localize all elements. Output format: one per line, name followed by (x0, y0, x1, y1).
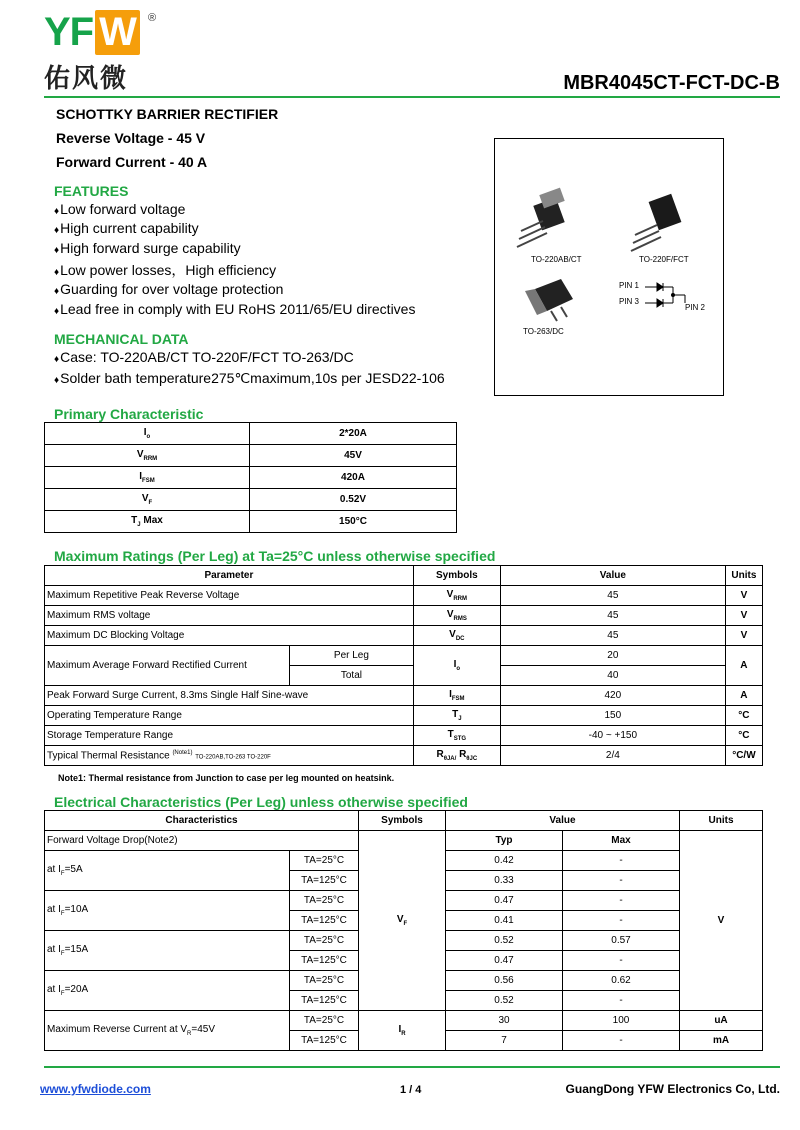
feature-item: ♦Low forward voltage (54, 201, 186, 217)
mechanical-heading: MECHANICAL DATA (54, 331, 189, 347)
feature-item: ♦Lead free in comply with EU RoHS 2011/65/EU directives (54, 301, 416, 317)
table-cell: 0.52 (446, 991, 563, 1011)
table-cell: Maximum RMS voltage (45, 606, 414, 626)
primary-table (44, 422, 457, 533)
table-cell: Units (725, 566, 762, 586)
table-cell: TA=25°C (290, 891, 359, 911)
feature-item: ♦High forward surge capability (54, 240, 241, 256)
table-cell: -40 ~ +150 (500, 726, 725, 746)
table-cell: - (563, 991, 680, 1011)
table-cell: $I_{FSM}$ (45, 467, 250, 489)
table-cell: - (563, 891, 680, 911)
table-cell: 0.52V (250, 489, 457, 511)
table-cell: $I_o$ (413, 646, 500, 686)
table-cell: Symbols (413, 566, 500, 586)
table-cell: TA=125°C (290, 1031, 359, 1051)
to220f-package-icon (631, 194, 681, 251)
table-cell: $V_{RRM}$ (45, 445, 250, 467)
table-cell: V (680, 831, 763, 1011)
pin3-label: PIN 3 (619, 297, 640, 306)
feature-item: ♦Low power losses，High efficiency (54, 262, 277, 278)
table-row (45, 831, 763, 851)
table-cell: 0.42 (446, 851, 563, 871)
table-cell: Maximum Reverse Current at $V_R=45V$ (45, 1011, 290, 1051)
table-cell: 30 (446, 1011, 563, 1031)
table-cell: - (563, 1031, 680, 1051)
table-cell: 45 (500, 586, 725, 606)
table-cell: at $I_F=20A$ (45, 971, 290, 1011)
feature-item: ♦Guarding for over voltage protection (54, 281, 284, 297)
table-cell: $I_o$ (45, 423, 250, 445)
table-cell: $V_F$ (45, 489, 250, 511)
table-cell: Maximum Average Forward Rectified Current (45, 646, 290, 686)
table-row (45, 586, 763, 606)
pin1-label: PIN 1 (619, 281, 640, 290)
table-cell: Typ (446, 831, 563, 851)
table-cell: Value (500, 566, 725, 586)
table-cell: 100 (563, 1011, 680, 1031)
table-header-row (45, 566, 763, 586)
table-cell: V (725, 586, 762, 606)
max-ratings-heading: Maximum Ratings (Per Leg) at Ta=25°C unless otherwise specified (54, 548, 496, 564)
table-cell: 20 (500, 646, 725, 666)
package-diagram-box (494, 138, 724, 396)
table-cell: $T_J$ Max (45, 511, 250, 533)
table-cell: A (725, 646, 762, 686)
table-row (45, 746, 763, 766)
logo-chinese-name: 佑风微 (44, 64, 129, 94)
table-cell: Characteristics (45, 811, 359, 831)
pin-schematic (645, 283, 685, 307)
table-cell: 0.47 (446, 891, 563, 911)
table-cell: Parameter (45, 566, 414, 586)
table-cell: 420A (250, 467, 457, 489)
table-cell: Storage Temperature Range (45, 726, 414, 746)
table-row (45, 606, 763, 626)
table-cell: $T_J$ (413, 706, 500, 726)
table-cell: 150°C (250, 511, 457, 533)
package-illustration (495, 139, 723, 395)
pkg-label-to220ab: TO-220AB/CT (531, 255, 582, 264)
table-cell: 0.57 (563, 931, 680, 951)
table-cell: Peak Forward Surge Current, 8.3ms Single Half Sine-wave (45, 686, 414, 706)
part-number: MBR4045CT-FCT-DC-B (563, 72, 780, 94)
table-cell: TA=25°C (290, 971, 359, 991)
pkg-label-to263: TO-263/DC (523, 327, 564, 336)
table-row (45, 646, 763, 666)
to263-package-icon (525, 279, 573, 321)
elec-table (44, 810, 763, 1051)
max-ratings-note: Note1: Thermal resistance from Junction to case per leg mounted on heatsink. (58, 773, 395, 783)
table-cell: - (563, 911, 680, 931)
table-cell: 45 (500, 606, 725, 626)
table-row (45, 1011, 763, 1031)
logo-letter-w: W (95, 10, 140, 55)
website-link[interactable]: www.yfwdiode.com (40, 1082, 151, 1096)
to220ab-package-icon (517, 188, 565, 247)
table-cell: 7 (446, 1031, 563, 1051)
table-cell: $V_{RMS}$ (413, 606, 500, 626)
table-cell: 2/4 (500, 746, 725, 766)
table-cell: 150 (500, 706, 725, 726)
table-cell: at $I_F=5A$ (45, 851, 290, 891)
table-row (45, 511, 457, 533)
table-cell: °C (725, 726, 762, 746)
table-cell: TA=25°C (290, 931, 359, 951)
table-cell: $I_R$ (359, 1011, 446, 1051)
table-cell: 420 (500, 686, 725, 706)
mechanical-item: ♦Solder bath temperature275℃maximum,10s per JESD22-106 (54, 370, 445, 386)
table-cell: 0.52 (446, 931, 563, 951)
features-heading: FEATURES (54, 183, 129, 199)
table-row (45, 489, 457, 511)
table-cell: uA (680, 1011, 763, 1031)
table-cell: - (563, 871, 680, 891)
table-cell: Operating Temperature Range (45, 706, 414, 726)
product-title: SCHOTTKY BARRIER RECTIFIER (56, 106, 279, 122)
table-cell: $V_{DC}$ (413, 626, 500, 646)
table-cell: TA=25°C (290, 851, 359, 871)
table-cell: Max (563, 831, 680, 851)
table-cell: Typical Thermal Resistance $^{(Note1)}$ TO-220AB,TO-263 TO-220F (45, 746, 414, 766)
primary-heading: Primary Characteristic (54, 406, 204, 422)
table-cell: TA=125°C (290, 871, 359, 891)
table-cell: Per Leg (290, 646, 414, 666)
table-cell: - (563, 851, 680, 871)
table-cell: 0.56 (446, 971, 563, 991)
table-cell: 45 (500, 626, 725, 646)
elec-heading: Electrical Characteristics (Per Leg) unless otherwise specified (54, 794, 468, 810)
table-cell: mA (680, 1031, 763, 1051)
table-row (45, 423, 457, 445)
table-cell: at $I_F=10A$ (45, 891, 290, 931)
table-cell: V (725, 606, 762, 626)
table-row (45, 626, 763, 646)
table-cell: TA=125°C (290, 991, 359, 1011)
table-cell: TA=125°C (290, 911, 359, 931)
table-cell: 2*20A (250, 423, 457, 445)
table-cell: 0.41 (446, 911, 563, 931)
page-number: 1 / 4 (400, 1084, 422, 1096)
table-cell: at $I_F=15A$ (45, 931, 290, 971)
pin2-label: PIN 2 (685, 303, 706, 312)
table-row (45, 445, 457, 467)
company-logo (44, 10, 140, 55)
forward-current: Forward Current - 40 A (56, 154, 208, 170)
table-cell: Forward Voltage Drop(Note2) (45, 831, 359, 851)
table-cell: Total (290, 666, 414, 686)
table-row (45, 467, 457, 489)
table-cell: 0.33 (446, 871, 563, 891)
feature-item: ♦High current capability (54, 220, 199, 236)
table-cell: Value (446, 811, 680, 831)
logo-letters-yf: YF (44, 10, 94, 54)
table-cell: Maximum Repetitive Peak Reverse Voltage (45, 586, 414, 606)
table-cell: Units (680, 811, 763, 831)
table-cell: A (725, 686, 762, 706)
table-cell: $T_{STG}$ (413, 726, 500, 746)
table-cell: $V_F$ (359, 831, 446, 1011)
company-name: GuangDong YFW Electronics Co, Ltd. (565, 1082, 780, 1096)
table-cell: Maximum DC Blocking Voltage (45, 626, 414, 646)
table-cell: Symbols (359, 811, 446, 831)
table-cell: $R_{\theta JA/}$ $R_{\theta JC}$ (413, 746, 500, 766)
table-cell: °C/W (725, 746, 762, 766)
max-ratings-table (44, 565, 763, 766)
reverse-voltage: Reverse Voltage - 45 V (56, 130, 206, 146)
header-divider (44, 96, 780, 98)
table-cell: 45V (250, 445, 457, 467)
table-cell: TA=25°C (290, 1011, 359, 1031)
table-cell: - (563, 951, 680, 971)
table-cell: TA=125°C (290, 951, 359, 971)
mechanical-item: ♦Case: TO-220AB/CT TO-220F/FCT TO-263/DC (54, 349, 354, 365)
table-cell: 0.47 (446, 951, 563, 971)
table-row (45, 706, 763, 726)
table-header-row (45, 811, 763, 831)
table-row (45, 686, 763, 706)
table-row (45, 726, 763, 746)
table-cell: 0.62 (563, 971, 680, 991)
pkg-label-to220f: TO-220F/FCT (639, 255, 689, 264)
footer-divider (44, 1066, 780, 1068)
table-cell: $I_{FSM}$ (413, 686, 500, 706)
table-cell: 40 (500, 666, 725, 686)
registered-mark: ® (148, 12, 157, 24)
table-cell: $V_{RRM}$ (413, 586, 500, 606)
table-cell: °C (725, 706, 762, 726)
table-cell: V (725, 626, 762, 646)
